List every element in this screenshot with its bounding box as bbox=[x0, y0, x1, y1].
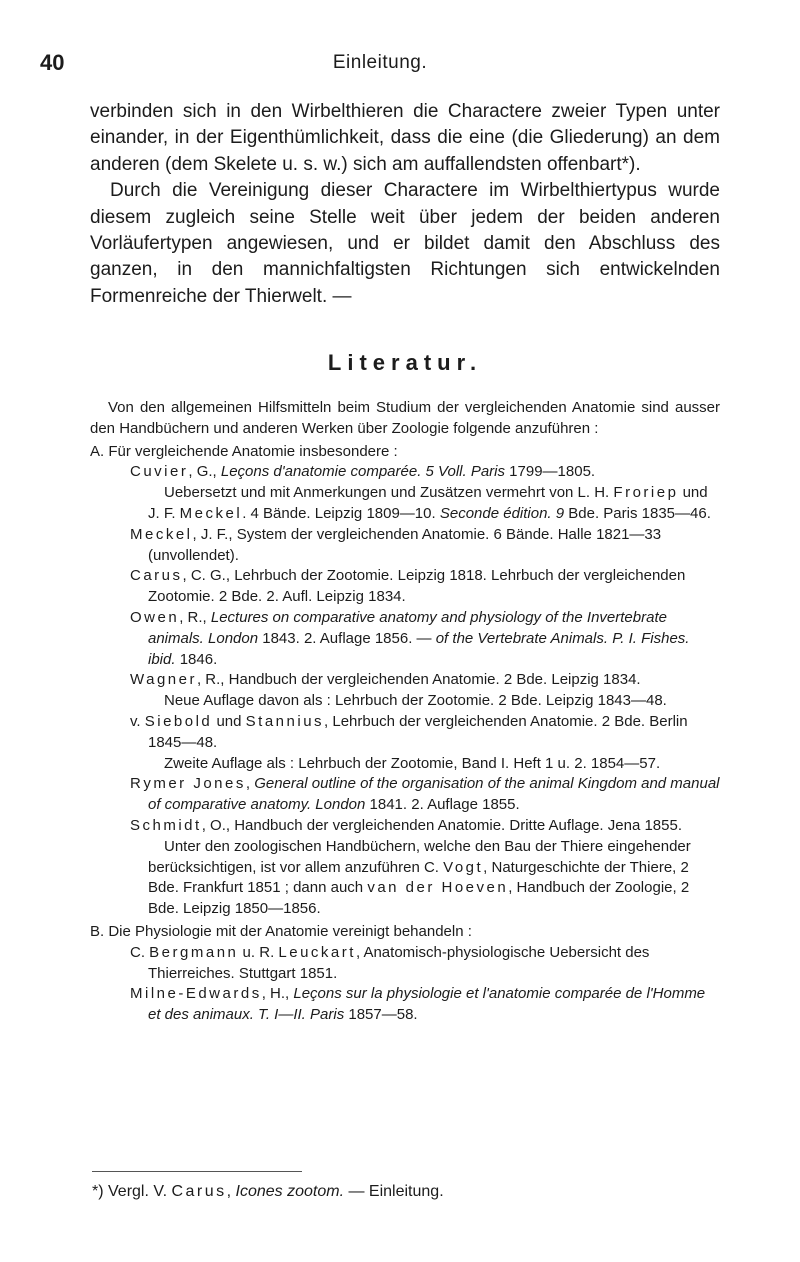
footnote-text: , bbox=[226, 1183, 236, 1200]
bib-entry-meckel bbox=[108, 525, 720, 567]
author-name: Meckel bbox=[179, 504, 243, 522]
paragraph: Durch die Vereinigung dieser Charactere im Wirbelthiertypus wurde diesem zugleich seine Stelle weit über jedem der beiden anderen Vorläufertypen angewiesen, und er bildet damit den Abschluss des ganzen, in den mannichfaltigsten Richtungen sich entwickelnden Formenreiche der Thierwelt. — bbox=[90, 180, 720, 307]
footnote bbox=[92, 1183, 712, 1201]
entry-text: 1846. bbox=[175, 650, 218, 668]
author-name: Bergmann bbox=[149, 943, 239, 961]
entry-text: . 4 Bände. Leipzig 1809—10. bbox=[242, 504, 440, 522]
bib-note-zoology bbox=[108, 837, 720, 920]
running-title: Einleitung. bbox=[332, 52, 428, 73]
paragraph: verbinden sich in den Wirbelthieren die Charactere zweier Typen unter einander, in der Eigenthümlichkeit, dass die eine (die Gliederung) an dem anderen (dem Skelete u. s. w.) sich am auffallendsten offenbart*). bbox=[90, 101, 720, 175]
work-title: of the Vertebrate Animals. P. I. Fishes. ibid. bbox=[148, 629, 690, 668]
footnote-text: *) Vergl. V. bbox=[92, 1183, 172, 1200]
author-name: Milne-Edwards bbox=[130, 985, 262, 1003]
entry-text: 1857—58. bbox=[344, 1006, 418, 1024]
bib-entry-schmidt bbox=[108, 816, 720, 837]
entry-text: Bde. Paris 1835—46. bbox=[564, 504, 711, 522]
author-name: Stannius bbox=[245, 712, 325, 730]
author-name: Carus bbox=[130, 567, 183, 585]
author-name: Rymer Jones bbox=[130, 775, 246, 793]
work-title: Icones zootom. bbox=[235, 1183, 345, 1200]
entry-text: und J. F. bbox=[148, 484, 708, 522]
author-name: Vogt bbox=[443, 858, 484, 876]
bibliography-intro: Von den allgemeinen Hilfsmitteln beim Studium der vergleichenden Anatomie sind ausser den Handbüchern und anderen Werken über Zoologie folgende anzuführen : bbox=[90, 399, 720, 437]
bib-entry-siebold bbox=[108, 712, 720, 754]
entry-text: 1799—1805. bbox=[505, 463, 596, 481]
entry-text: , bbox=[245, 775, 255, 793]
entry-text: , Handbuch der Zoologie, 2 Bde. Leipzig 1850—1856. bbox=[148, 879, 690, 918]
running-head bbox=[40, 50, 720, 76]
author-name: Carus bbox=[171, 1183, 227, 1200]
author-name: Owen bbox=[130, 608, 180, 626]
bibliography bbox=[90, 398, 720, 1026]
entry-text: , C. G., Lehrbuch der Zootomie. Leipzig 1818. Lehrbuch der vergleichenden Zootomie. 2 Bde. 2. Aufl. Leipzig 1834. bbox=[148, 567, 686, 606]
entry-text: , R., bbox=[179, 608, 211, 626]
entry-text: Unter den zoologischen Handbüchern, welche den Bau der Thiere eingehender berücksichtigen, ist vor allem anzuführen C. bbox=[148, 837, 691, 876]
author-name: van der Hoeven bbox=[367, 879, 509, 897]
author-name: Meckel bbox=[130, 525, 193, 543]
entry-text: Uebersetzt und mit Anmerkungen und Zusätzen vermehrt von L. H. bbox=[164, 484, 614, 502]
entry-text: u. R. bbox=[238, 943, 279, 961]
bib-note-siebold: Zweite Auflage als : Lehrbuch der Zootomie, Band I. Heft 1 u. 2. 1854—57. bbox=[164, 754, 661, 772]
author-name: Froriep bbox=[613, 484, 679, 502]
entry-text: 1841. 2. Auflage 1855. bbox=[365, 796, 520, 814]
entry-text: , G., bbox=[188, 463, 221, 481]
work-title: Leçons sur la physiologie et l'anatomie comparée de l'Homme et des animaux. T. I—II. Paris bbox=[148, 985, 706, 1024]
entry-text: , O., Handbuch der vergleichenden Anatomie. Dritte Auflage. Jena 1855. bbox=[201, 816, 682, 834]
body-text bbox=[90, 99, 720, 310]
page-number: 40 bbox=[40, 50, 65, 75]
entry-text: , H., bbox=[261, 985, 294, 1003]
entry-text: 1843. 2. Auflage 1856. — bbox=[258, 629, 436, 647]
bib-entry-carus bbox=[108, 566, 720, 608]
work-title: General outline of the organisation of the animal Kingdom and manual of comparative anatomy. London bbox=[148, 775, 720, 814]
author-name: Cuvier bbox=[130, 463, 189, 481]
author-name: Schmidt bbox=[130, 816, 202, 834]
bib-entry-wagner bbox=[108, 670, 720, 691]
bib-entry-owen bbox=[108, 608, 720, 670]
bib-note-wagner: Neue Auflage davon als : Lehrbuch der Zootomie. 2 Bde. Leipzig 1843—48. bbox=[164, 692, 667, 710]
work-title: Lectures on comparative anatomy and physiology of the Invertebrate animals. London bbox=[148, 608, 667, 647]
footnote-text: — Einleitung. bbox=[344, 1183, 444, 1200]
bib-entry-bergmann bbox=[108, 943, 720, 985]
author-name: Leuckart bbox=[278, 943, 356, 961]
bib-entry-milne-edwards bbox=[108, 984, 720, 1026]
entry-text: , Lehrbuch der vergleichenden Anatomie. 2 Bde. Berlin 1845—48. bbox=[148, 712, 688, 751]
entry-text: und bbox=[212, 712, 246, 730]
entry-text: C. bbox=[130, 943, 150, 961]
work-title: Seconde édition. 9 bbox=[439, 504, 565, 522]
entry-text: , J. F., System der vergleichenden Anatomie. 6 Bände. Halle 1821—33 (unvollendet). bbox=[148, 525, 662, 564]
author-name: Wagner bbox=[130, 671, 197, 689]
bib-entry-cuvier bbox=[108, 462, 720, 483]
entry-text: v. bbox=[130, 712, 145, 730]
entry-text: , Anatomisch-physiologische Uebersicht des Thierreiches. Stuttgart 1851. bbox=[148, 943, 650, 982]
section-heading: Literatur. bbox=[327, 350, 483, 375]
bib-note-cuvier bbox=[108, 483, 720, 525]
entry-text: , R., Handbuch der vergleichenden Anatomie. 2 Bde. Leipzig 1834. bbox=[196, 671, 641, 689]
footnote-rule bbox=[92, 1171, 302, 1172]
bib-entry-rymer-jones bbox=[108, 774, 720, 816]
author-name: Siebold bbox=[144, 712, 213, 730]
work-title: Leçons d'anatomie comparée. 5 Voll. Paris bbox=[220, 463, 506, 481]
group-heading-b: B. Die Physiologie mit der Anatomie vereinigt behandeln : bbox=[90, 922, 472, 940]
entry-text: , Naturgeschichte der Thiere, 2 Bde. Frankfurt 1851 ; dann auch bbox=[148, 858, 689, 897]
group-heading-a: A. Für vergleichende Anatomie insbesondere : bbox=[90, 442, 398, 460]
